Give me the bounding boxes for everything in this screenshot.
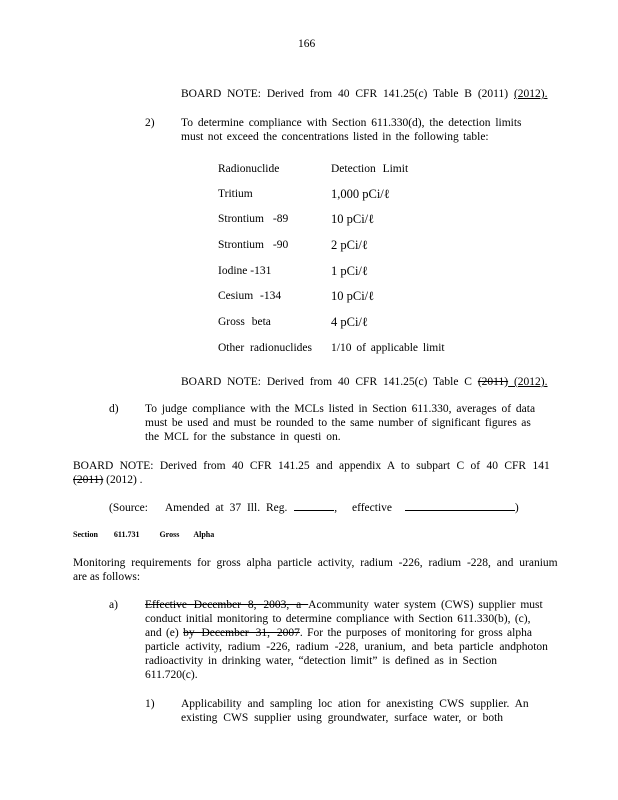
item-d-line-2: must be used and must be rounded to the same number of significant figures as — [145, 417, 531, 429]
board-note-main-line-2 — [73, 473, 143, 487]
table-row — [218, 340, 538, 356]
radionuclide-cell: Iodine -131 — [218, 265, 272, 277]
item-a-line-1-rest: Acommunity water system (CWS) supplier must — [308, 599, 543, 611]
note-period: . — [544, 88, 548, 100]
section-heading — [73, 528, 214, 542]
item-2-line-1: To determine compliance with Section 611.330(d), the detection limits — [181, 117, 522, 129]
page-number: 166 — [298, 38, 316, 50]
table-row — [218, 237, 538, 253]
limit-cell: 1 pCi/ℓ — [331, 264, 368, 278]
note-period: . — [544, 376, 548, 388]
table-header — [218, 161, 538, 177]
deleted-year: (2011) — [477, 376, 509, 388]
deleted-deadline: by December 31, 2007 — [183, 627, 300, 639]
table-row — [218, 314, 538, 330]
radionuclide-cell: Cesium -134 — [218, 290, 282, 302]
source-effective: effective — [351, 502, 392, 514]
table-row — [218, 263, 538, 279]
limit-cell: 10 pCi/ℓ — [331, 289, 375, 303]
item-2-marker: 2) — [145, 117, 155, 129]
board-note-text: BOARD NOTE: Derived from 40 CFR 141.25(c) Table C — [181, 376, 478, 388]
source-prefix: (Source: — [109, 502, 148, 514]
header-radionuclide: Radionuclide — [218, 163, 280, 175]
section-title-word-2: Alpha — [193, 530, 215, 539]
item-d-line-3: the MCL for the substance in questi on. — [145, 431, 341, 443]
item-a-line-3-start: and (e) — [145, 627, 184, 639]
header-detection-limit: Detection Limit — [331, 163, 409, 175]
radionuclide-cell: Other radionuclides — [218, 342, 313, 354]
radionuclide-cell: Gross beta — [218, 316, 271, 328]
section-number: 611.731 — [113, 530, 140, 539]
deleted-year: (2011) — [73, 474, 104, 486]
inserted-year: (2012) — [513, 88, 545, 100]
item-a-line-2: conduct initial monitoring to determine compliance with Section 611.330(b), (c), — [145, 613, 531, 625]
item-a-line-6: 611.720(c). — [145, 669, 198, 681]
item-d-marker: d) — [109, 403, 119, 415]
register-page-blank — [294, 500, 334, 511]
board-note-text: BOARD NOTE: Derived from 40 CFR 141.25(c) Table B (2011) — [181, 88, 514, 100]
item-2-line-2: must not exceed the concentrations listed in the following table: — [181, 131, 489, 143]
limit-cell: 2 pCi/ℓ — [331, 238, 368, 252]
item-a1-line-2: existing CWS supplier using groundwater, surface water, or both — [181, 712, 504, 724]
limit-cell: 4 pCi/ℓ — [331, 315, 368, 329]
limit-cell: 1/10 of applicable limit — [331, 342, 445, 354]
source-comma: , — [334, 502, 338, 514]
item-a-marker: a) — [109, 599, 118, 611]
limit-cell: 10 pCi/ℓ — [331, 212, 375, 226]
board-note-table-b — [181, 87, 548, 101]
effective-date-blank — [405, 500, 515, 511]
item-a-line-3-rest: . For the purposes of monitoring for gross alpha — [299, 627, 532, 639]
intro-line-2: are as follows: — [73, 571, 141, 583]
inserted-year: (2012) — [508, 376, 545, 388]
table-row — [218, 288, 538, 304]
limit-cell: 1,000 pCi/ℓ — [331, 187, 390, 201]
item-a1-marker: 1) — [145, 698, 155, 710]
section-label: Section — [73, 530, 98, 539]
radionuclide-cell: Strontium -89 — [218, 213, 289, 225]
board-note-main-line-1: BOARD NOTE: Derived from 40 CFR 141.25 and appendix A to subpart C of 40 CFR 141 — [73, 460, 550, 472]
source-line — [109, 500, 519, 515]
source-close: ) — [514, 502, 519, 514]
source-amended: Amended at 37 Ill. Reg. — [164, 502, 288, 514]
item-d-line-1: To judge compliance with the MCLs listed in Section 611.330, averages of data — [145, 403, 536, 415]
radionuclide-cell: Strontium -90 — [218, 239, 289, 251]
item-a-line-4: particle activity, radium -226, radium -228, uranium, and beta particle andphoton — [145, 641, 548, 653]
item-a1-line-1: Applicability and sampling loc ation for anexisting CWS supplier. An — [181, 698, 529, 710]
board-note-table-c — [181, 375, 548, 389]
intro-line-1: Monitoring requirements for gross alpha particle activity, radium -226, radium -228, and uranium — [73, 557, 558, 569]
item-a-line-3 — [145, 626, 532, 640]
deleted-effective-date: Effective December 8, 2003, a — [145, 599, 309, 611]
item-a-line-1 — [145, 598, 543, 612]
item-a-line-5: radioactivity in drinking water, “detection limit” is defined as in Section — [145, 655, 497, 667]
radionuclide-cell: Tritium — [218, 188, 253, 200]
note-tail: (2012) . — [103, 474, 143, 486]
table-row — [218, 211, 538, 227]
section-title-word-1: Gross — [159, 530, 180, 539]
table-row — [218, 186, 538, 202]
